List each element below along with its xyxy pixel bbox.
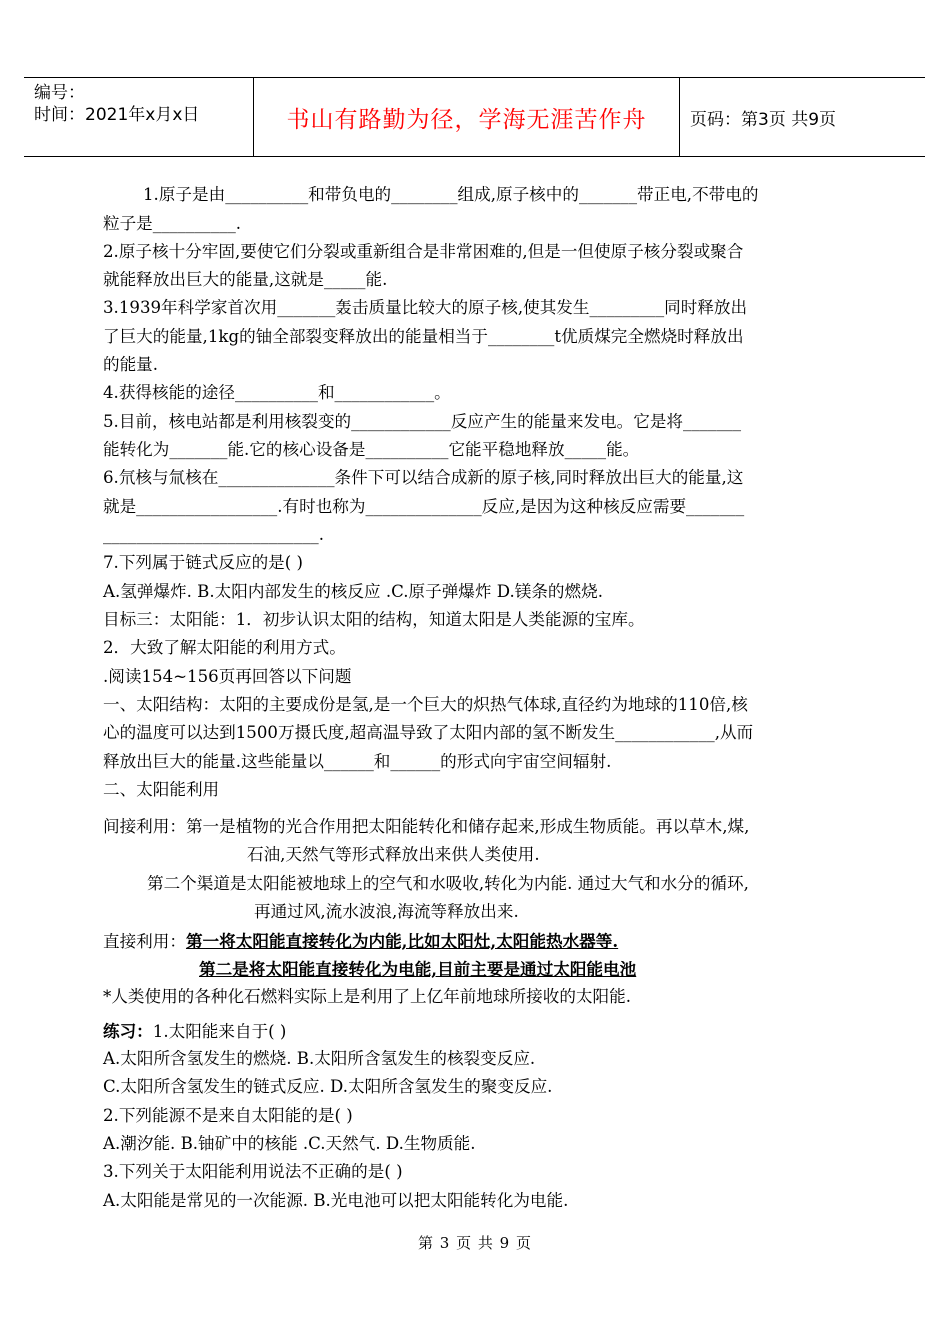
goal-heading-text: 目标三：太阳能：1．初步认识太阳的结构，知道太阳是人类能源的宝库。 xyxy=(103,610,645,629)
direct-use-second-text: 第二是将太阳能直接转化为电能,目前主要是通过太阳能电池 xyxy=(199,959,637,979)
text-line: 2.下列能源不是来自太阳能的是( ) xyxy=(103,1106,353,1125)
text-line: 第二个渠道是太阳能被地球上的空气和水吸收,转化为内能. 通过大气和水分的循环, xyxy=(147,874,749,893)
text-line: 3.下列关于太阳能利用说法不正确的是( ) xyxy=(103,1162,403,1181)
exercise-label: 练习： xyxy=(103,1021,153,1041)
page-footer: 第 3 页 共 9 页 xyxy=(418,1234,532,1252)
text-line: 粒子是__________. xyxy=(103,214,242,233)
text-line: A.氢弹爆炸. B.太阳内部发生的核反应 .C.原子弹爆炸 D.镁条的燃烧. xyxy=(103,582,603,601)
direct-use-first: 第一将太阳能直接转化为内能,比如太阳灶,太阳能热水器等. xyxy=(185,931,619,951)
header-motto-cell xyxy=(254,78,680,156)
text-line: 二、太阳能利用 xyxy=(103,780,220,799)
text-line: A.潮汐能. B.铀矿中的核能 .C.天然气. D.生物质能. xyxy=(103,1134,476,1153)
text-line: 释放出巨大的能量.这些能量以______和______的形式向宇宙空间辐射. xyxy=(103,752,612,771)
number-label: 编号： xyxy=(34,83,85,103)
text-line: *人类使用的各种化石燃料实际上是利用了上亿年前地球所接收的太阳能. xyxy=(103,987,631,1006)
header-meta xyxy=(24,78,254,156)
text-line: 1.原子是由__________和带负电的________组成,原子核中的_______带正电,不带电的 xyxy=(143,185,759,204)
direct-use-label: 直接利用： xyxy=(103,932,186,951)
direct-use-line xyxy=(103,929,848,954)
text-line: 的能量. xyxy=(103,355,159,374)
text-line: __________________________. xyxy=(103,525,324,544)
goal-heading xyxy=(103,608,848,632)
exercise-line xyxy=(103,1019,848,1044)
time-label: 时间：2021年x月x日 xyxy=(34,105,200,125)
text-line: 心的温度可以达到1500万摄氏度,超高温导致了太阳内部的氢不断发生____________,从而 xyxy=(103,723,754,742)
text-line: 7.下列属于链式反应的是( ) xyxy=(103,553,303,572)
text-line: 石油,天然气等形式释放出来供人类使用. xyxy=(247,845,540,864)
page-label: 页码：第3页 共9页 xyxy=(690,109,837,130)
text-line: A.太阳能是常见的一次能源. B.光电池可以把太阳能转化为电能. xyxy=(103,1191,569,1210)
direct-use-second xyxy=(199,957,944,981)
text-line: 再通过风,流水波浪,海流等释放出来. xyxy=(254,902,519,921)
text-line: A.太阳所含氢发生的燃烧. B.太阳所含氢发生的核裂变反应. xyxy=(103,1049,536,1068)
motto: 书山有路勤为径，学海无涯苦作舟 xyxy=(286,106,647,133)
page-header xyxy=(24,77,925,157)
text-line: 了巨大的能量,1kg的铀全部裂变释放出的能量相当于________t优质煤完全燃烧时释放出 xyxy=(103,327,744,346)
text-line: 间接利用：第一是植物的光合作用把太阳能转化和储存起来,形成生物质能。再以草木,煤, xyxy=(103,817,750,836)
text-line: 就能释放出巨大的能量,这就是_____能. xyxy=(103,270,388,289)
text-line: 4.获得核能的途径__________和____________。 xyxy=(103,383,451,402)
text-line: C.太阳所含氢发生的链式反应. D.太阳所含氢发生的聚变反应. xyxy=(103,1077,553,1096)
header-page-cell xyxy=(680,78,925,156)
text-line: 2.原子核十分牢固,要使它们分裂或重新组合是非常困难的,但是一但使原子核分裂或聚合 xyxy=(103,242,744,261)
text-line: .阅读154~156页再回答以下问题 xyxy=(103,667,352,686)
text-line: 2．大致了解太阳能的利用方式。 xyxy=(103,638,346,657)
text-line: 就是_________________.有时也称为______________反应,是因为这种核反应需要_______ xyxy=(103,497,745,516)
text-line: 3.1939年科学家首次用_______轰击质量比较大的原子核,使其发生_________同时释放出 xyxy=(103,298,748,317)
text-line: 一、太阳结构：太阳的主要成份是氢,是一个巨大的炽热气体球,直径约为地球的110倍,核 xyxy=(103,695,748,714)
exercise-q1: 1.太阳能来自于( ) xyxy=(152,1022,287,1041)
text-line: 能转化为_______能.它的核心设备是__________它能平稳地释放_____能。 xyxy=(103,440,640,459)
text-line: 5.目前，核电站都是利用核裂变的____________反应产生的能量来发电。它是将_______ xyxy=(103,412,742,431)
text-line: 6.氘核与氚核在______________条件下可以结合成新的原子核,同时释放出巨大的能量,这 xyxy=(103,468,744,487)
